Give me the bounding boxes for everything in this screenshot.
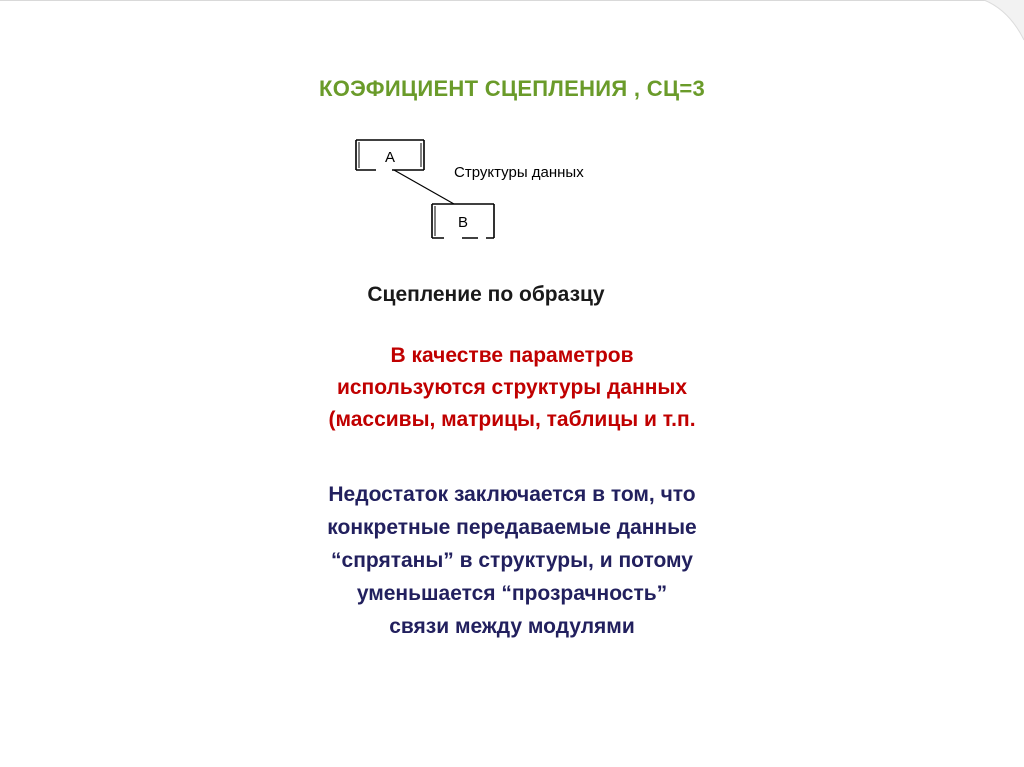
description-line: используются структуры данных: [336, 376, 688, 399]
drawback-line: уменьшается “прозрачность”: [356, 582, 668, 605]
drawback-block: [0, 478, 1024, 643]
slide-title: КОЭФИЦИЕНТ СЦЕПЛЕНИЯ , СЦ=3: [318, 76, 706, 101]
description-line: В качестве параметров: [390, 344, 634, 367]
drawback-line: “спрятаны” в структуры, и потому: [331, 549, 693, 572]
data-link-line: [394, 170, 454, 204]
top-border-line: [0, 0, 1024, 1]
coupling-type-heading: Сцепление по образцу: [367, 283, 605, 306]
coupling-diagram: [346, 130, 646, 248]
drawback-line: конкретные передаваемые данные: [327, 516, 697, 539]
description-line: (массивы, матрицы, таблицы и т.п.: [328, 408, 696, 431]
page-curl-decoration: [964, 0, 1024, 60]
drawback-line: связи между модулями: [389, 615, 635, 638]
module-a-label: А: [384, 149, 396, 166]
drawback-line: Недостаток заключается в том, что: [328, 483, 696, 506]
module-b-label: В: [457, 214, 469, 231]
data-link-label: Структуры данных: [454, 164, 584, 181]
description-block: [0, 340, 1024, 436]
